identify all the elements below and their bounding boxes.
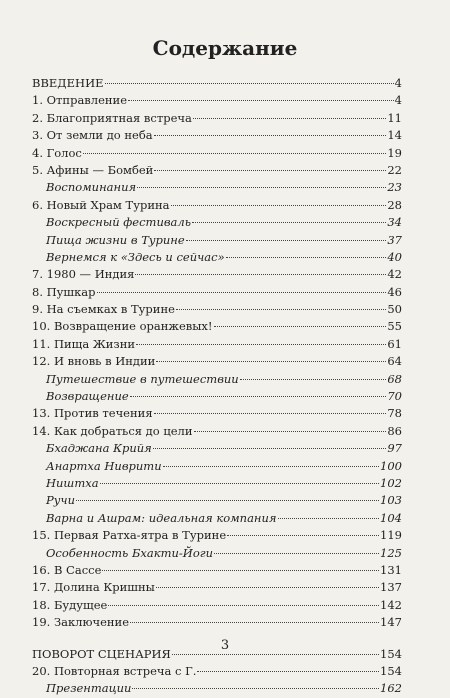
toc-entry-page: 40: [387, 249, 402, 264]
toc-entry-page: 19: [387, 145, 402, 160]
toc-entry-title: 4. Голос: [32, 145, 82, 160]
toc-entry-page: 14: [387, 128, 402, 143]
toc-subentry: [32, 214, 402, 231]
dot-leader: [163, 466, 379, 467]
toc-entry-page: 28: [387, 197, 402, 212]
toc-entry-title: 11. Пища Жизни: [32, 336, 136, 351]
toc-entry: [32, 353, 402, 370]
toc-entry-page: 137: [380, 580, 402, 595]
toc-subentry: [32, 179, 402, 196]
toc-subentry: [32, 680, 402, 697]
toc-entry: [32, 266, 402, 283]
dot-leader: [194, 431, 387, 432]
toc-entry: [32, 127, 402, 144]
toc-entry-page: 61: [387, 336, 402, 351]
page-number: 3: [220, 638, 230, 653]
toc-entry-title: Вернемся к «Здесь и сейчас»: [46, 249, 225, 264]
dot-leader: [171, 205, 387, 206]
dot-leader: [214, 553, 379, 554]
toc-entry-page: 34: [387, 215, 402, 230]
toc-entry-title: 7. 1980 — Индия: [32, 267, 135, 282]
dot-leader: [130, 622, 379, 623]
toc-entry-page: 78: [387, 406, 402, 421]
toc-entry: [32, 318, 402, 335]
toc-entry-title: Воспоминания: [46, 180, 137, 195]
dot-leader: [102, 570, 379, 571]
toc-entry-title: Анартха Ниврити: [46, 458, 162, 473]
toc-entry-title: 17. Долина Кришны: [32, 580, 155, 595]
toc-entry: [32, 197, 402, 214]
toc-entry-title: 1. Отправление: [32, 93, 128, 108]
toc-subentry: [32, 545, 402, 562]
toc-entry-page: 4: [394, 93, 402, 108]
dot-leader: [153, 448, 387, 449]
dot-leader: [240, 379, 387, 380]
toc-subentry: [32, 475, 402, 492]
toc-entry-page: 100: [380, 458, 402, 473]
toc-entry-page: 64: [387, 354, 402, 369]
toc-entry-title: ПОВОРОТ СЦЕНАРИЯ: [32, 646, 171, 661]
toc-entry-page: 11: [387, 110, 402, 125]
dot-leader: [193, 118, 387, 119]
toc-entry: [32, 301, 402, 318]
dot-leader: [135, 274, 386, 275]
dot-leader: [97, 292, 387, 293]
dot-leader: [214, 326, 387, 327]
toc-entry: [32, 162, 402, 179]
toc-entry-page: 104: [380, 510, 402, 525]
toc-entry: [32, 110, 402, 127]
toc-entry: [32, 579, 402, 596]
dot-leader: [76, 500, 379, 501]
toc-entry-page: 97: [387, 441, 402, 456]
dot-leader: [105, 83, 394, 84]
toc-entry-page: 102: [380, 475, 402, 490]
toc-entry-title: 6. Новый Храм Турина: [32, 197, 170, 212]
toc-entry: [32, 405, 402, 422]
toc-entry-title: 10. Возвращение оранжевых!: [32, 319, 213, 334]
toc-entry-title: 15. Первая Ратха-ятра в Турине: [32, 528, 227, 543]
toc-entry-title: 3. От земли до неба: [32, 128, 153, 143]
dot-leader: [156, 361, 386, 362]
toc-subentry: [32, 492, 402, 509]
dot-leader: [156, 587, 379, 588]
toc-entry-title: 8. Пушкар: [32, 284, 96, 299]
toc-subentry: [32, 458, 402, 475]
toc-entry: [32, 663, 402, 680]
toc-entry-title: 5. Афины — Бомбей: [32, 162, 154, 177]
toc-entry-title: Ништха: [46, 475, 99, 490]
dot-leader: [154, 170, 386, 171]
dot-leader: [186, 240, 387, 241]
dot-leader: [172, 654, 379, 655]
toc-entry-title: 16. В Сассе: [32, 562, 102, 577]
toc-entry-page: 119: [380, 528, 402, 543]
toc-entry-title: Особенность Бхакти-Йоги: [46, 545, 213, 560]
toc-entry-page: 50: [387, 302, 402, 317]
toc-subentry: [32, 249, 402, 266]
toc-entry-title: ВВЕДЕНИЕ: [32, 76, 104, 90]
toc-entry-title: Путешествие в путешествии: [46, 371, 239, 386]
toc-entry: [32, 145, 402, 162]
dot-leader: [83, 153, 387, 154]
dot-leader: [226, 257, 387, 258]
dot-leader: [136, 344, 386, 345]
toc-entry-page: 142: [380, 597, 402, 612]
dot-leader: [154, 135, 387, 136]
toc-entry-title: Варна и Ашрам: идеальная компания: [46, 510, 277, 525]
toc-entry-title: Воскресный фестиваль: [46, 215, 191, 230]
toc-entry-page: 131: [380, 562, 402, 577]
dot-leader: [227, 535, 379, 536]
toc-entry-page: 22: [387, 162, 402, 177]
toc-entry: [32, 336, 402, 353]
toc-entry-page: 154: [380, 646, 402, 661]
toc-subentry: [32, 510, 402, 527]
toc-entry-title: 9. На съемках в Турине: [32, 302, 175, 317]
toc-entry-page: 46: [387, 284, 402, 299]
toc-entry-page: 162: [380, 681, 402, 696]
toc-entry: [32, 527, 402, 544]
toc-entry: [32, 284, 402, 301]
toc-entry: [32, 614, 402, 631]
dot-leader: [197, 671, 379, 672]
toc-entry: [32, 597, 402, 614]
page-title: Содержание: [152, 36, 298, 60]
dot-leader: [278, 518, 380, 519]
toc-entry-title: Ручи: [46, 493, 75, 508]
toc-entry-title: Бхаджана Крийя: [46, 441, 152, 456]
toc-entry-page: 103: [380, 493, 402, 508]
toc-entry-title: 14. Как добраться до цели: [32, 423, 193, 438]
dot-leader: [128, 100, 394, 101]
toc-entry-title: 20. Повторная встреча с Г.: [32, 663, 197, 678]
toc-entry-page: 86: [387, 423, 402, 438]
toc-entry-page: 42: [387, 267, 402, 282]
toc-entry-title: Презентации: [46, 681, 132, 696]
toc-entry: [32, 562, 402, 579]
toc-entry-page: 37: [387, 232, 402, 247]
toc-entry-title: 12. И вновь в Индии: [32, 354, 156, 369]
toc-entry-page: 4: [394, 76, 402, 90]
dot-leader: [100, 483, 379, 484]
dot-leader: [108, 605, 379, 606]
toc-entry-page: 23: [387, 180, 402, 195]
toc-entry: [32, 92, 402, 109]
toc-entry-page: 147: [380, 615, 402, 630]
toc-entry-title: 19. Заключение: [32, 615, 130, 630]
toc-entry-title: 2. Благоприятная встреча: [32, 110, 192, 125]
toc-entry-title: 18. Будущее: [32, 597, 108, 612]
toc-entry-page: 70: [387, 389, 402, 404]
toc-entry-page: 125: [380, 545, 402, 560]
toc-entry-title: 13. Против течения: [32, 406, 153, 421]
toc-entry: [32, 75, 402, 92]
toc-entry-title: Возвращение: [46, 389, 129, 404]
dot-leader: [192, 222, 386, 223]
toc-subentry: [32, 232, 402, 249]
dot-leader: [132, 688, 379, 689]
toc-entry-page: 68: [387, 371, 402, 386]
toc-entry-title: Пища жизни в Турине: [46, 232, 185, 247]
dot-leader: [130, 396, 387, 397]
toc-entry-page: 154: [380, 663, 402, 678]
toc-subentry: [32, 440, 402, 457]
toc-subentry: [32, 371, 402, 388]
dot-leader: [154, 413, 387, 414]
dot-leader: [137, 187, 386, 188]
toc-entry: [32, 423, 402, 440]
dot-leader: [176, 309, 386, 310]
table-of-contents: [32, 75, 402, 698]
toc-subentry: [32, 388, 402, 405]
toc-entry-page: 55: [387, 319, 402, 334]
